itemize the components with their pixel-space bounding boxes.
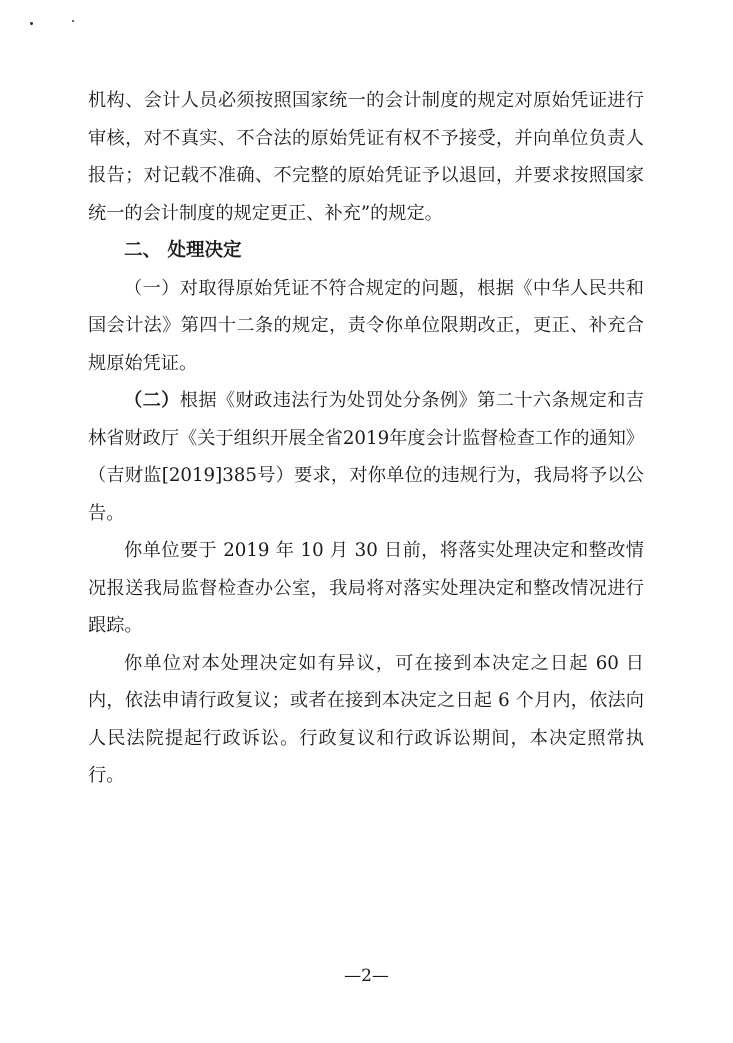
paragraph-appeal: 你单位对本处理决定如有异议，可在接到本决定之日起 60 日内，依法申请行政复议；或者在接到本决定之日起 6 个月内，依法向人民法院提起行政诉讼。行政复议和行政诉讼期间，本决定照常执行。	[88, 652, 644, 786]
paragraph-continuation: 机构、会计人员必须按照国家统一的会计制度的规定对原始凭证进行审核，对不真实、不合法的原始凭证有权不予接受，并向单位负责人报告；对记载不准确、不完整的原始凭证予以退回，并要求按照国家统一的会计制度的规定更正、补充”的规定。	[88, 90, 644, 224]
item-2-text: 根据《财政违法行为处罚处分条例》第二十六条规定和吉林省财政厅《关于组织开展全省2019年度会计监督检查工作的通知》（吉财监[2019]385号）要求，对你单位的违规行为，我局将予以公告。	[88, 390, 644, 524]
paragraph-item-2	[88, 382, 644, 532]
section-heading: 二、 处理决定	[124, 240, 242, 261]
paragraph-item-1: （一）对取得原始凭证不符合规定的问题，根据《中华人民共和国会计法》第四十二条的规定，责令你单位限期改正，更正、补充合规原始凭证。	[88, 277, 644, 374]
scan-speck	[30, 22, 33, 25]
paragraph-deadline: 你单位要于 2019 年 10 月 30 日前，将落实处理决定和整改情况报送我局监督检查办公室，我局将对落实处理决定和整改情况进行跟踪。	[88, 540, 644, 636]
document-body	[88, 82, 644, 795]
scan-speck	[72, 20, 74, 22]
item-2-marker: （二）	[124, 390, 180, 411]
page-number: —2—	[344, 966, 389, 986]
